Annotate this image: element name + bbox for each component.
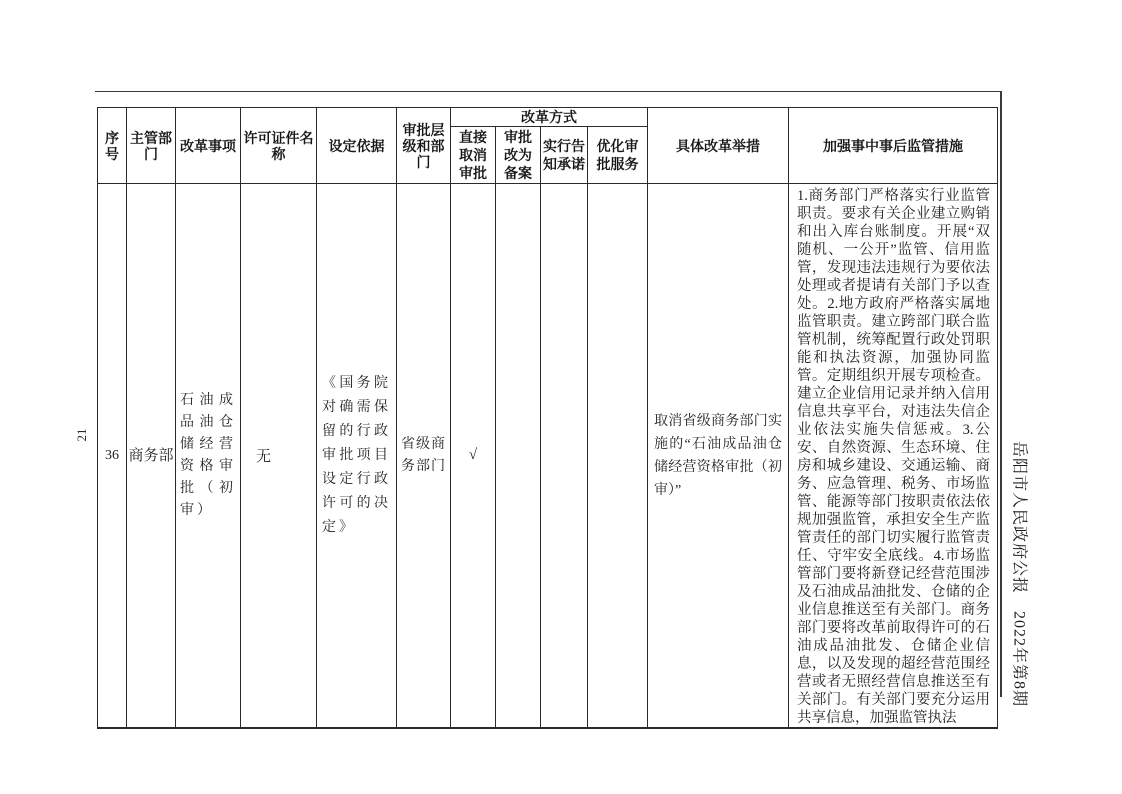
cell-supervision: 1.商务部门严格落实行业监管职责。要求有关企业建立购销和出入库台账制度。开展“双随机、一公开”监管、信用监管，发现违法违规行为要依法处理或者提请有关部门予以查处。2.地方政府严格落实属地监管职责。建立跨部门联合监管机制，统筹配置行政处罚职能和执法资源，加强协同监管。定期组织开展专项检查。建立企业信用记录并纳入信用信息共享平台，对违法失信企业依法实施失信惩戒。3.公安、自然资源、生态环境、住房和城乡建设、交通运输、商务、应急管理、税务、市场监管、能源等部门按职责依法依规加强监管，承担安全生产监管责任的部门切实履行监管责任、守牢安全底线。4.市场监管部门要将新登记经营范围涉及石油成品油批发、仓储的企业信息推送至有关部门。商务部门要将改革前取得许可的石油成品油批发、仓储企业信息，以及发现的超经营范围经营或者无照经营信息推送至有关部门。有关部门要充分运用共享信息，加强监管执法: [789, 184, 998, 729]
cell-mode-optimize: [588, 184, 648, 729]
col-header-mode-cancel: 直接取消审批: [451, 127, 496, 184]
col-header-approval-level: 审批层级和部门: [397, 108, 451, 184]
col-header-supervision: 加强事中事后监管措施: [789, 108, 998, 184]
cell-basis: 《国务院对确需保留的行政审批项目设定行政许可的决定》: [317, 184, 397, 729]
reform-items-table: [97, 107, 998, 729]
col-header-measures: 具体改革举措: [648, 108, 789, 184]
col-header-license-name: 许可证件名称: [241, 108, 317, 184]
cell-mode-cancel-checkmark: √: [451, 184, 496, 729]
col-header-department: 主管部门: [127, 108, 176, 184]
cell-measures: 取消省级商务部门实施的“石油成品油仓储经营资格审批（初审）”: [648, 184, 789, 729]
cell-mode-filing: [496, 184, 541, 729]
col-header-reform-item: 改革事项: [176, 108, 241, 184]
col-header-mode-filing: 审批改为备案: [496, 127, 541, 184]
cell-serial: 36: [98, 184, 127, 729]
page-number: 21: [74, 428, 89, 442]
cell-approval-level: 省级商务部门: [397, 184, 451, 729]
table-row: [98, 184, 998, 729]
cell-license-name: 无: [241, 184, 317, 729]
col-header-basis: 设定依据: [317, 108, 397, 184]
cell-department: 商务部: [127, 184, 176, 729]
spine-caption: 岳阳市人民政府公报 2022年第8期: [1010, 440, 1028, 708]
col-header-mode-optimize: 优化审批服务: [588, 127, 648, 184]
top-rule-divider: [95, 91, 1002, 92]
spine-rule-divider: [1000, 91, 1002, 697]
cell-reform-item: 石油成品油仓储经营资格审批（初审）: [176, 184, 241, 729]
col-header-serial: 序号: [98, 108, 127, 184]
cell-mode-commitment: [541, 184, 588, 729]
col-header-reform-mode-group: 改革方式: [451, 108, 648, 127]
col-header-mode-commitment: 实行告知承诺: [541, 127, 588, 184]
